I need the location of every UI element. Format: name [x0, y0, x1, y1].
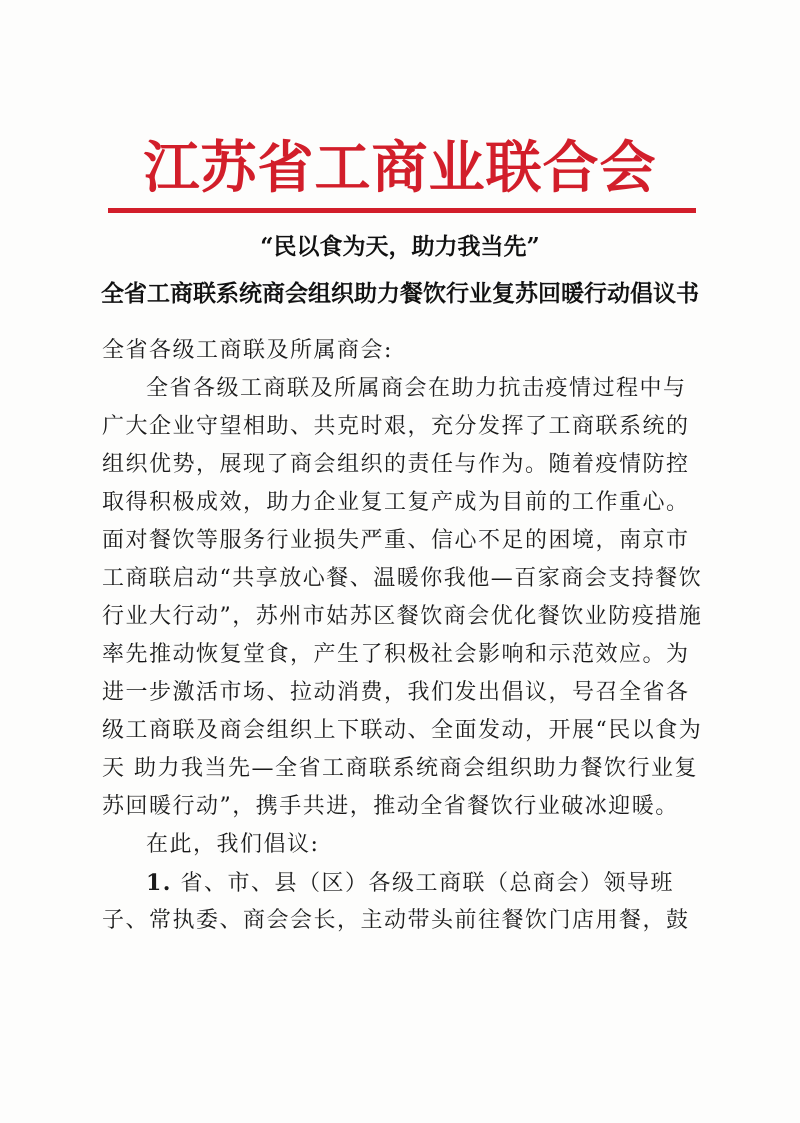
intro-line: 在此，我们倡议: — [146, 832, 320, 857]
paragraph-line: 苏回暖行动”，携手共进，推动全省餐饮行业破冰迎暖。 — [102, 794, 679, 819]
paragraph-line: 取得积极成效，助力企业复工复产成为目前的工作重心。 — [102, 490, 690, 515]
document-title: 全省工商联系统商会组织助力餐饮行业复苏回暖行动倡议书 — [101, 280, 699, 307]
list-item-number: 1. — [146, 870, 172, 896]
paragraph-line: 工商联启动“共享放心餐、温暖你我他—百家商会支持餐饮 — [102, 566, 703, 591]
letterhead-title: 江苏省工商业联合会 — [143, 135, 657, 201]
salutation: 全省各级工商联及所属商会: — [102, 338, 393, 363]
paragraph-line: 面对餐饮等服务行业损失严重、信心不足的困境，南京市 — [102, 528, 690, 553]
paragraph-line: 广大企业守望相助、共克时艰，充分发挥了工商联系统的 — [102, 414, 690, 439]
list-item-1-first-line — [102, 864, 702, 902]
letterhead-divider — [108, 208, 696, 213]
list-item-text: 省、市、县（区）各级工商联（总商会）领导班 — [180, 871, 674, 896]
document-body — [102, 332, 702, 940]
paragraph-line: 全省各级工商联及所属商会在助力抗击疫情过程中与 — [146, 376, 687, 401]
paragraph-line: 级工商联及商会组织上下联动、全面发动，开展“民以食为 — [102, 718, 703, 743]
paragraph-line: 天 助力我当先—全省工商联系统商会组织助力餐饮行业复 — [102, 756, 698, 781]
paragraph-line: 行业大行动”，苏州市姑苏区餐饮商会优化餐饮业防疫措施 — [102, 604, 703, 629]
list-item-1-line: 子、常执委、商会会长，主动带头前往餐饮门店用餐，鼓 — [102, 908, 690, 933]
slogan-heading: “民以食为天，助力我当先” — [260, 233, 540, 260]
paragraph-line: 率先推动恢复堂食，产生了积极社会影响和示范效应。为 — [102, 642, 690, 667]
paragraph-line: 组织优势，展现了商会组织的责任与作为。随着疫情防控 — [102, 452, 690, 477]
paragraph-line: 进一步激活市场、拉动消费，我们发出倡议，号召全省各 — [102, 680, 690, 705]
